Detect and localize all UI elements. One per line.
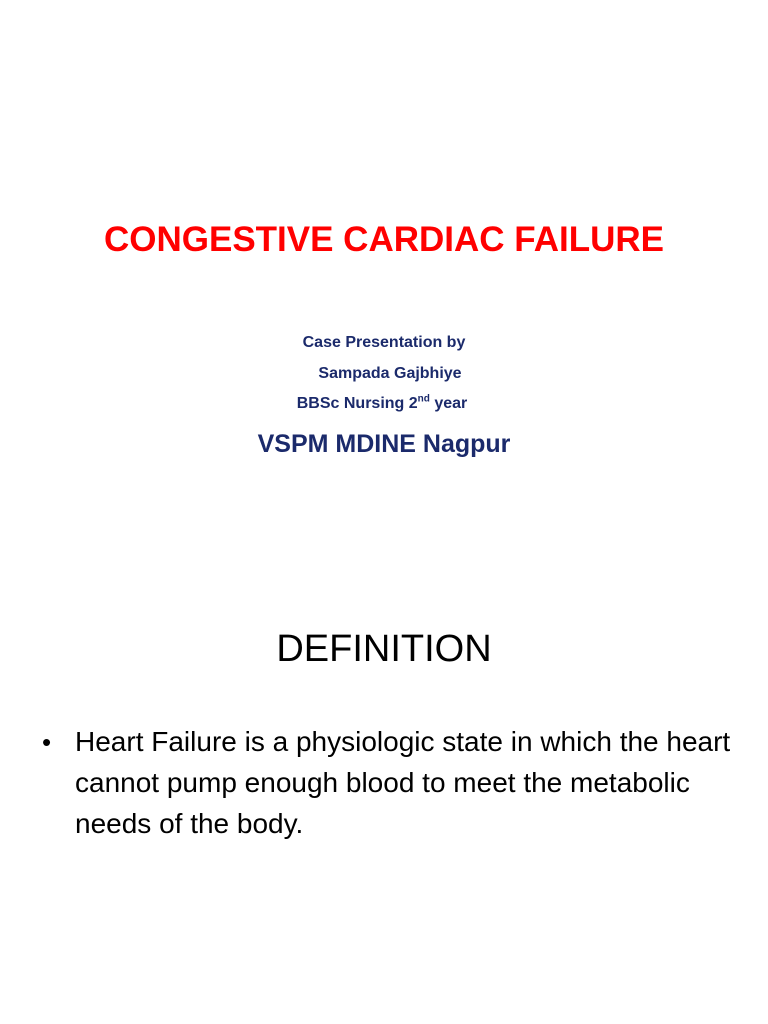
- author-name: Sampada Gajbhiye: [318, 365, 462, 382]
- definition-slide: [0, 576, 768, 1024]
- definition-text: Heart Failure is a physiologic state in which the heart cannot pump enough blood to meet the metabolic needs of the body.: [75, 726, 731, 839]
- course-superscript: nd: [417, 393, 430, 405]
- institute-name: VSPM MDINE Nagpur: [257, 430, 511, 458]
- presented-by-label: Case Presentation by: [302, 334, 466, 351]
- course-line: [0, 395, 766, 413]
- course-suffix: year: [429, 395, 468, 412]
- course-prefix: BBSc Nursing 2: [296, 395, 418, 412]
- definition-heading: DEFINITION: [276, 628, 492, 670]
- slide-title: CONGESTIVE CARDIAC FAILURE: [103, 220, 665, 259]
- bullet-icon: •: [42, 727, 52, 757]
